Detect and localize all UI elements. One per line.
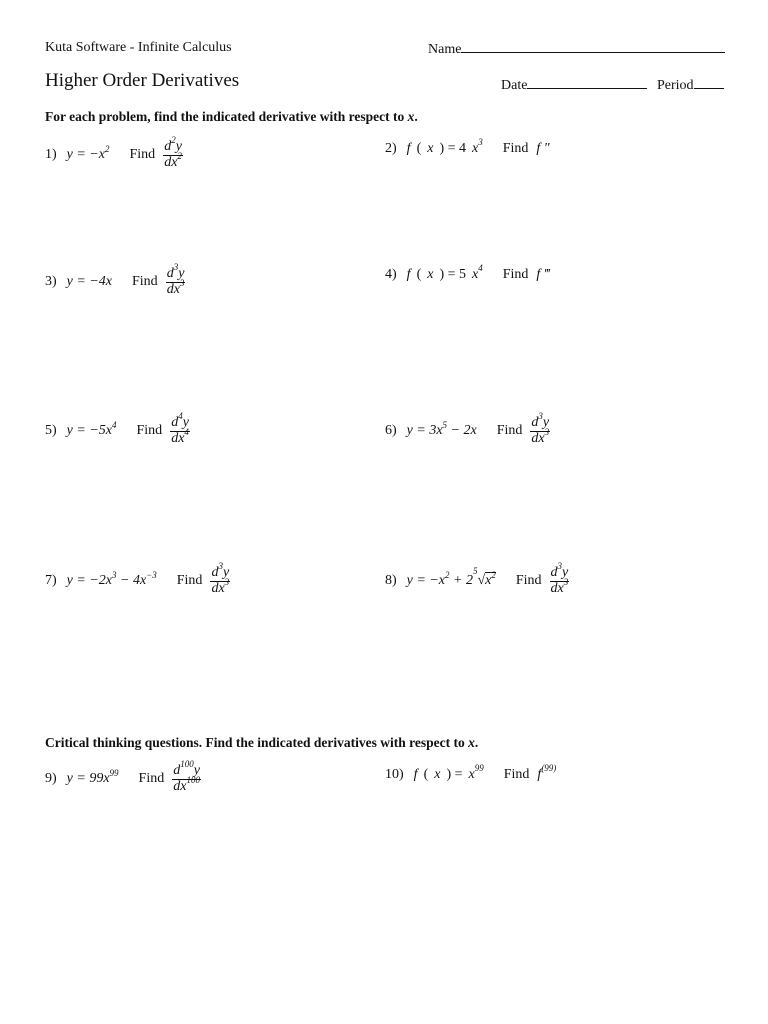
problem-number: 2) [385, 141, 397, 156]
problem-number: 6) [385, 423, 397, 439]
problem-equation: f [406, 141, 411, 156]
derivative-fraction: $\frac{d^3y}{dx^3}$ [166, 262, 185, 297]
period-line[interactable] [694, 76, 724, 89]
derivative-fraction: $\frac{d^4y}{dx^4}$ [171, 411, 189, 446]
problem-7 [45, 561, 230, 596]
derivative-notation: f ‴ [536, 267, 550, 282]
critical-end: . [474, 735, 479, 750]
problem-10: 10) f ( x ) = $x^{99}$ Find $f^{(99)}$ [385, 763, 557, 782]
find-label: Find [496, 423, 523, 439]
instructions [45, 109, 418, 125]
derivative-fraction: $\frac{d^3y}{dx^3}$ [211, 561, 230, 596]
date-field[interactable] [501, 76, 647, 94]
period-label: Period [657, 78, 694, 93]
problem-equation: f [406, 267, 411, 282]
problem-1 [45, 135, 183, 170]
find-label: Find [138, 771, 165, 787]
find-label: Find [502, 267, 529, 282]
problem-number: 9) [45, 771, 57, 787]
problem-equation: $y = -5x^4$ [66, 419, 117, 439]
problem-5 [45, 411, 190, 446]
find-label: Find [176, 573, 203, 589]
problem-8 [385, 561, 569, 596]
derivative-notation: f ″ [536, 141, 550, 156]
problem-equation: y = −4x [66, 274, 112, 290]
problem-6 [385, 411, 550, 446]
derivative-fraction: $\frac{d^3y}{dx^3}$ [550, 561, 569, 596]
derivative-notation: $f^{(99)}$ [537, 763, 557, 782]
name-field[interactable] [428, 40, 725, 58]
problem-3 [45, 262, 185, 297]
problem-number: 10) [385, 767, 404, 782]
find-label: Find [515, 573, 542, 589]
period-field[interactable] [657, 76, 724, 94]
date-label: Date [501, 78, 528, 93]
derivative-fraction: $\frac{d^2y}{dx^2}$ [164, 135, 182, 170]
problem-number: 3) [45, 274, 57, 290]
problem-number: 8) [385, 573, 397, 589]
date-line[interactable] [527, 76, 647, 89]
derivative-fraction: $\frac{d^{100}y}{dx^{100}}$ [173, 759, 200, 794]
problem-number: 4) [385, 267, 397, 282]
problem-equation: $y = 3x^5 - 2x$ [406, 419, 477, 439]
critical-text: Critical thinking questions. Find the indicated derivatives with respect to [45, 735, 469, 750]
derivative-fraction: $\frac{d^3y}{dx^3}$ [531, 411, 550, 446]
find-label: Find [136, 423, 163, 439]
name-line[interactable] [461, 40, 725, 53]
problem-equation: $y = -x^2$ [66, 143, 110, 163]
instructions-end: . [414, 109, 418, 124]
instructions-text: For each problem, find the indicated derivative with respect to [45, 109, 408, 124]
problem-equation: $y = -2x^3 - 4x^{-3}$ [66, 569, 157, 589]
find-label: Find [129, 147, 156, 163]
critical-instructions [45, 735, 478, 751]
problem-9 [45, 759, 201, 794]
software-label: Kuta Software - Infinite Calculus [45, 40, 232, 55]
find-label: Find [502, 141, 529, 156]
critical-var: x [468, 735, 475, 750]
problem-2: 2) f ( x ) = 4 $x^3$ Find f ″ [385, 137, 550, 156]
problem-equation: $y = -x^2 + 2^5√x^2$ [406, 565, 496, 589]
problem-equation: $y = 99x^{99}$ [66, 767, 119, 787]
problem-number: 5) [45, 423, 57, 439]
problem-4: 4) f ( x ) = 5 $x^4$ Find f ‴ [385, 263, 550, 282]
instructions-var: x [407, 109, 415, 124]
problem-number: 1) [45, 147, 57, 163]
find-label: Find [503, 767, 530, 782]
problem-number: 7) [45, 573, 57, 589]
problem-equation: f [413, 767, 418, 782]
name-label: Name [428, 42, 462, 57]
page-title: Higher Order Derivatives [45, 70, 240, 91]
find-label: Find [132, 274, 158, 290]
